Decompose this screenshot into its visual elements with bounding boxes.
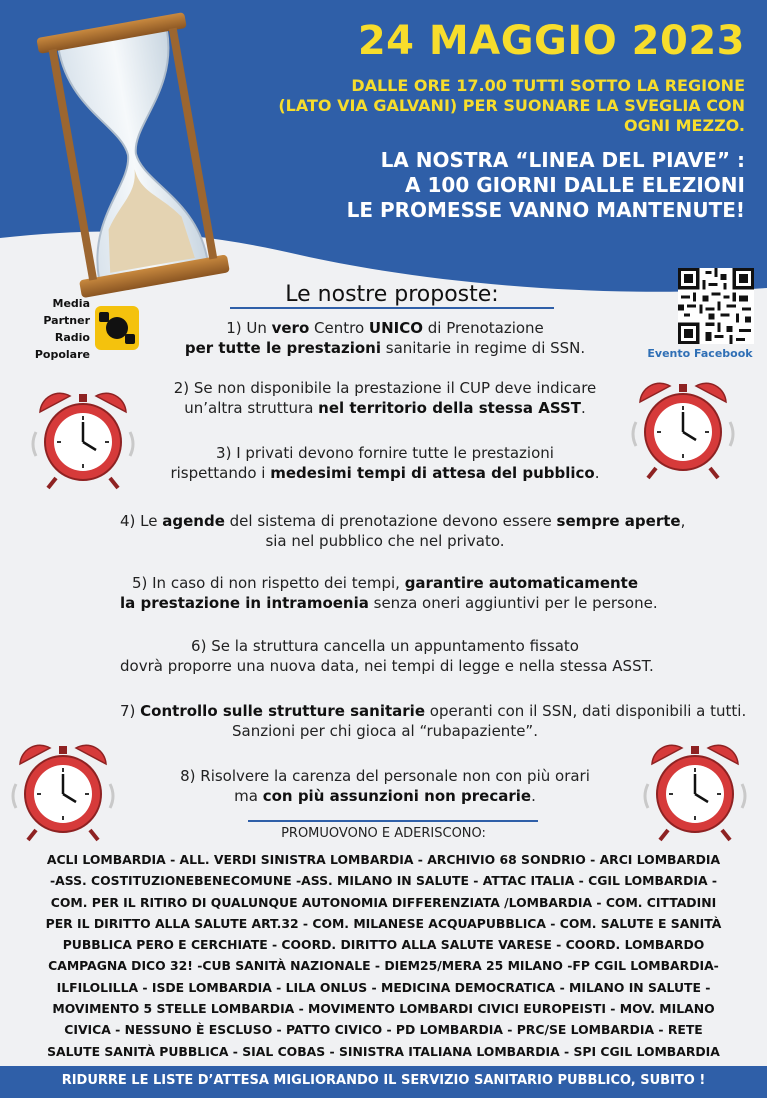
proposal-emphasis: Controllo sulle strutture sanitarie [140, 702, 425, 720]
proposal-line [120, 338, 650, 358]
media-partner-label [14, 295, 90, 363]
proposal-item [120, 766, 650, 806]
proposal-line [120, 463, 650, 483]
proposal-item [120, 636, 654, 676]
proposal-item [120, 701, 747, 741]
proposal-text: sanitarie in regime di SSN. [381, 339, 586, 357]
event-subtitle [275, 76, 745, 136]
proposal-line [120, 701, 747, 721]
proposal-line [120, 786, 650, 806]
promoters-line: PUBBLICA PERO E CERCHIATE - COORD. DIRITTO ALLA SALUTE VARESE - COORD. LOMBARDO [62, 937, 705, 953]
proposal-emphasis: nel territorio della stessa ASST [318, 399, 581, 417]
proposal-item [120, 511, 686, 551]
alarm-clock-icon [628, 372, 738, 484]
event-date-title: 24 MAGGIO 2023 [357, 18, 745, 64]
proposal-emphasis: agende [162, 512, 225, 530]
proposal-item [120, 378, 650, 418]
proposal-line [120, 378, 650, 398]
proposals-heading: Le nostre proposte: [285, 282, 499, 307]
proposal-item [120, 573, 658, 613]
proposal-text: 4) Le [120, 512, 163, 530]
proposal-text: un’altra struttura [184, 399, 319, 417]
qr-code-caption: Evento Facebook [647, 347, 753, 360]
promoters-line: ILFILOLILLA - ISDE LOMBARDIA - LILA ONLUS - MEDICINA DEMOCRATICA - MILANO IN SALUTE - [56, 979, 711, 995]
proposal-line [120, 573, 650, 593]
qr-code-icon[interactable] [678, 268, 754, 344]
proposal-line [120, 531, 650, 551]
proposal-text: , [680, 512, 686, 530]
hourglass-icon [18, 10, 238, 300]
proposal-text: 3) I privati devono fornire tutte le prestazioni [216, 444, 554, 462]
proposal-line [120, 511, 686, 531]
subtitle-line: DALLE ORE 17.00 TUTTI SOTTO LA REGIONE [351, 76, 745, 95]
promoters-line: ACLI LOMBARDIA - ALL. VERDI SINISTRA LOMBARDIA - ARCHIVIO 68 SONDRIO - ARCI LOMBARDIA [46, 852, 721, 867]
proposal-emphasis: vero [271, 319, 310, 337]
proposal-text: rispettando i [170, 464, 271, 482]
event-slogan [265, 148, 745, 223]
heading-underline [230, 307, 554, 309]
proposal-line [120, 656, 654, 676]
proposal-emphasis: garantire automaticamente [404, 574, 639, 592]
proposal-text: 8) Risolvere la carenza del personale non con più orari [180, 767, 590, 785]
proposal-emphasis: la prestazione in intramoenia [120, 594, 369, 612]
footer-banner [0, 1066, 767, 1098]
promoters-line: CIVICA - NESSUNO È ESCLUSO - PATTO CIVICO - PD LOMBARDIA - PRC/SE LOMBARDIA - RETE [64, 1022, 703, 1038]
proposal-line [120, 766, 650, 786]
proposal-line [120, 636, 650, 656]
proposal-emphasis: UNICO [368, 319, 423, 337]
proposal-text: 6) Se la struttura cancella un appuntamento fissato [191, 637, 579, 655]
proposal-text: 2) Se non disponibile la prestazione il CUP deve indicare [173, 379, 597, 397]
proposal-emphasis: con più assunzioni non precarie [262, 787, 532, 805]
promoters-line: -ASS. COSTITUZIONEBENECOMUNE -ASS. MILANO IN SALUTE - ATTAC ITALIA - CGIL LOMBARDIA - [49, 873, 718, 889]
proposal-text: sia nel pubblico che nel privato. [265, 532, 505, 550]
promoters-line: PER IL DIRITTO ALLA SALUTE ART.32 - COM. MILANESE ACQUAPUBBLICA - COM. SALUTE E SANITÀ [45, 915, 722, 931]
proposal-emphasis: medesimi tempi di attesa del pubblico [270, 464, 595, 482]
media-partner-line: Radio [54, 331, 90, 344]
media-partner-line: Partner [43, 314, 90, 327]
proposal-text: Centro [309, 319, 369, 337]
promoters-line: CAMPAGNA DICO 32! -CUB SANITÀ NAZIONALE - DIEM25/MERA 25 MILANO -FP CGIL LOMBARDIA- [48, 958, 719, 974]
proposal-text: Sanzioni per chi gioca al “rubapaziente”. [232, 722, 538, 740]
proposal-text: operanti con il SSN, dati disponibili a tutti. [425, 702, 747, 720]
media-partner-line: Media [52, 297, 90, 310]
slogan-line: LE PROMESSE VANNO MANTENUTE! [346, 198, 745, 222]
proposal-line [120, 318, 650, 338]
proposal-text: dovrà proporre una nuova data, nei tempi di legge e nella stessa ASST. [120, 657, 654, 675]
promoters-line: MOVIMENTO 5 STELLE LOMBARDIA - MOVIMENTO LOMBARDI CIVICI EUROPEISTI - MOV. MILANO [52, 1001, 715, 1017]
section-divider [248, 820, 538, 822]
subtitle-line: (LATO VIA GALVANI) PER SUONARE LA SVEGLIA CON [278, 96, 745, 115]
proposal-item [120, 443, 650, 483]
subtitle-line: OGNI MEZZO. [623, 116, 745, 135]
proposal-line [120, 443, 650, 463]
proposal-emphasis: per tutte le prestazioni [184, 339, 382, 357]
promoters-line: COM. PER IL RITIRO DI QUALUNQUE AUTONOMIA DIFFERENZIATA /LOMBARDIA - COM. CITTADINI [50, 894, 717, 910]
slogan-line: LA NOSTRA “LINEA DEL PIAVE” : [380, 148, 745, 172]
proposal-text: del sistema di prenotazione devono essere [224, 512, 557, 530]
proposal-line [120, 721, 650, 741]
alarm-clock-icon [28, 382, 138, 494]
promoters-list [6, 849, 761, 1062]
promoters-heading: PROMUOVONO E ADERISCONO: [281, 826, 486, 841]
proposal-line [120, 593, 658, 613]
proposal-text: di Prenotazione [423, 319, 544, 337]
proposal-text: 1) Un [226, 319, 272, 337]
proposal-text: senza oneri aggiuntivi per le persone. [368, 594, 658, 612]
media-partner-line: Popolare [34, 348, 90, 361]
promoters-line: SALUTE SANITÀ PUBBLICA - SIAL COBAS - SINISTRA ITALIANA LOMBARDIA - SPI CGIL LOMBARDIA [47, 1043, 720, 1059]
footer-text: RIDURRE LE LISTE D’ATTESA MIGLIORANDO IL SERVIZIO SANITARIO PUBBLICO, SUBITO ! [61, 1073, 706, 1088]
proposal-text: . [531, 787, 536, 805]
slogan-line: A 100 GIORNI DALLE ELEZIONI [405, 173, 745, 197]
proposal-line [120, 398, 650, 418]
proposal-text: 7) [120, 702, 141, 720]
proposal-emphasis: sempre aperte [556, 512, 681, 530]
proposal-item [120, 318, 650, 358]
proposal-text: ma [234, 787, 263, 805]
proposal-text: 5) In caso di non rispetto dei tempi, [131, 574, 405, 592]
proposal-text: . [594, 464, 600, 482]
proposal-text: . [580, 399, 586, 417]
